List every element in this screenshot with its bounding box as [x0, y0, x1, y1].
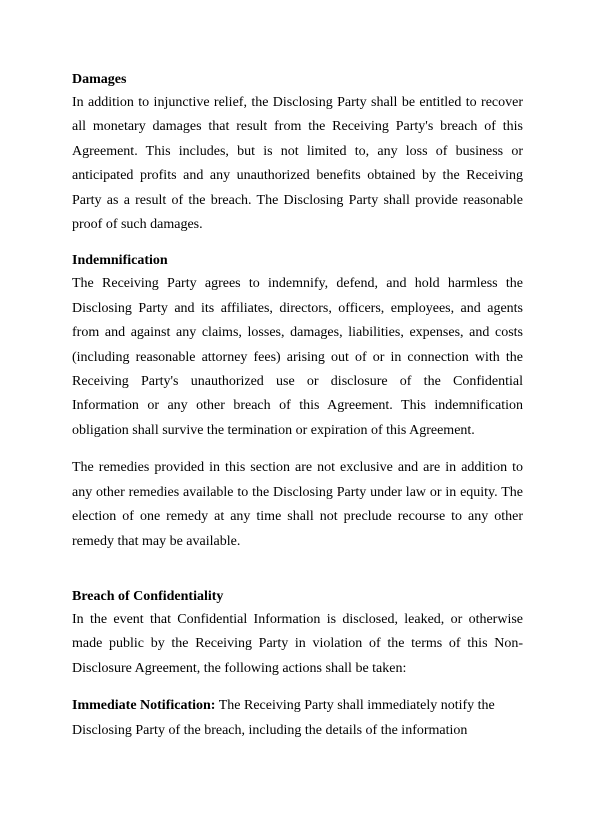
section-damages: [72, 70, 523, 237]
paragraph-indemnification: The Receiving Party agrees to indemnify, defend, and hold harmless the Disclosing Party and its affiliates, directors, officers, employees, and agents from and against any claims, losses, damages, liabilities, expenses, and costs (including reasonable attorney fees) arising out of or in connection with the Receiving Party's unauthorized use or disclosure of the Confidential Information or any other breach of this Agreement. This indemnification obligation shall survive the termination or expiration of this Agreement.: [72, 276, 523, 438]
heading-damages: Damages: [72, 72, 127, 87]
section-breach-of-confidentiality: [72, 587, 523, 743]
section-indemnification: [72, 251, 523, 553]
heading-breach-of-confidentiality: Breach of Confidentiality: [72, 588, 224, 604]
paragraph-immediate-notification: [72, 694, 523, 743]
heading-indemnification: Indemnification: [72, 253, 168, 269]
paragraph-breach: In the event that Confidential Information is disclosed, leaked, or otherwise made public by the Receiving Party in violation of the terms of this Non-Disclosure Agreement, the following actions shall be taken:: [72, 611, 523, 676]
immediate-notification-text: The Receiving Party shall immediately notify the Disclosing Party of the breach, including the details of the information: [72, 698, 495, 738]
document-page: [72, 70, 523, 743]
immediate-notification-label: Immediate Notification:: [72, 698, 216, 714]
paragraph-damages: In addition to injunctive relief, the Disclosing Party shall be entitled to recover all monetary damages that result from the Receiving Party's breach of this Agreement. This includes, but is not limited to, any loss of business or anticipated profits and any unauthorized benefits obtained by the Receiving Party as a result of the breach. The Disclosing Party shall provide reasonable proof of such damages.: [72, 95, 523, 233]
paragraph-remedies: The remedies provided in this section are not exclusive and are in addition to any other remedies available to the Disclosing Party under law or in equity. The election of one remedy at any time shall not preclude recourse to any other remedy that may be available.: [72, 460, 523, 549]
